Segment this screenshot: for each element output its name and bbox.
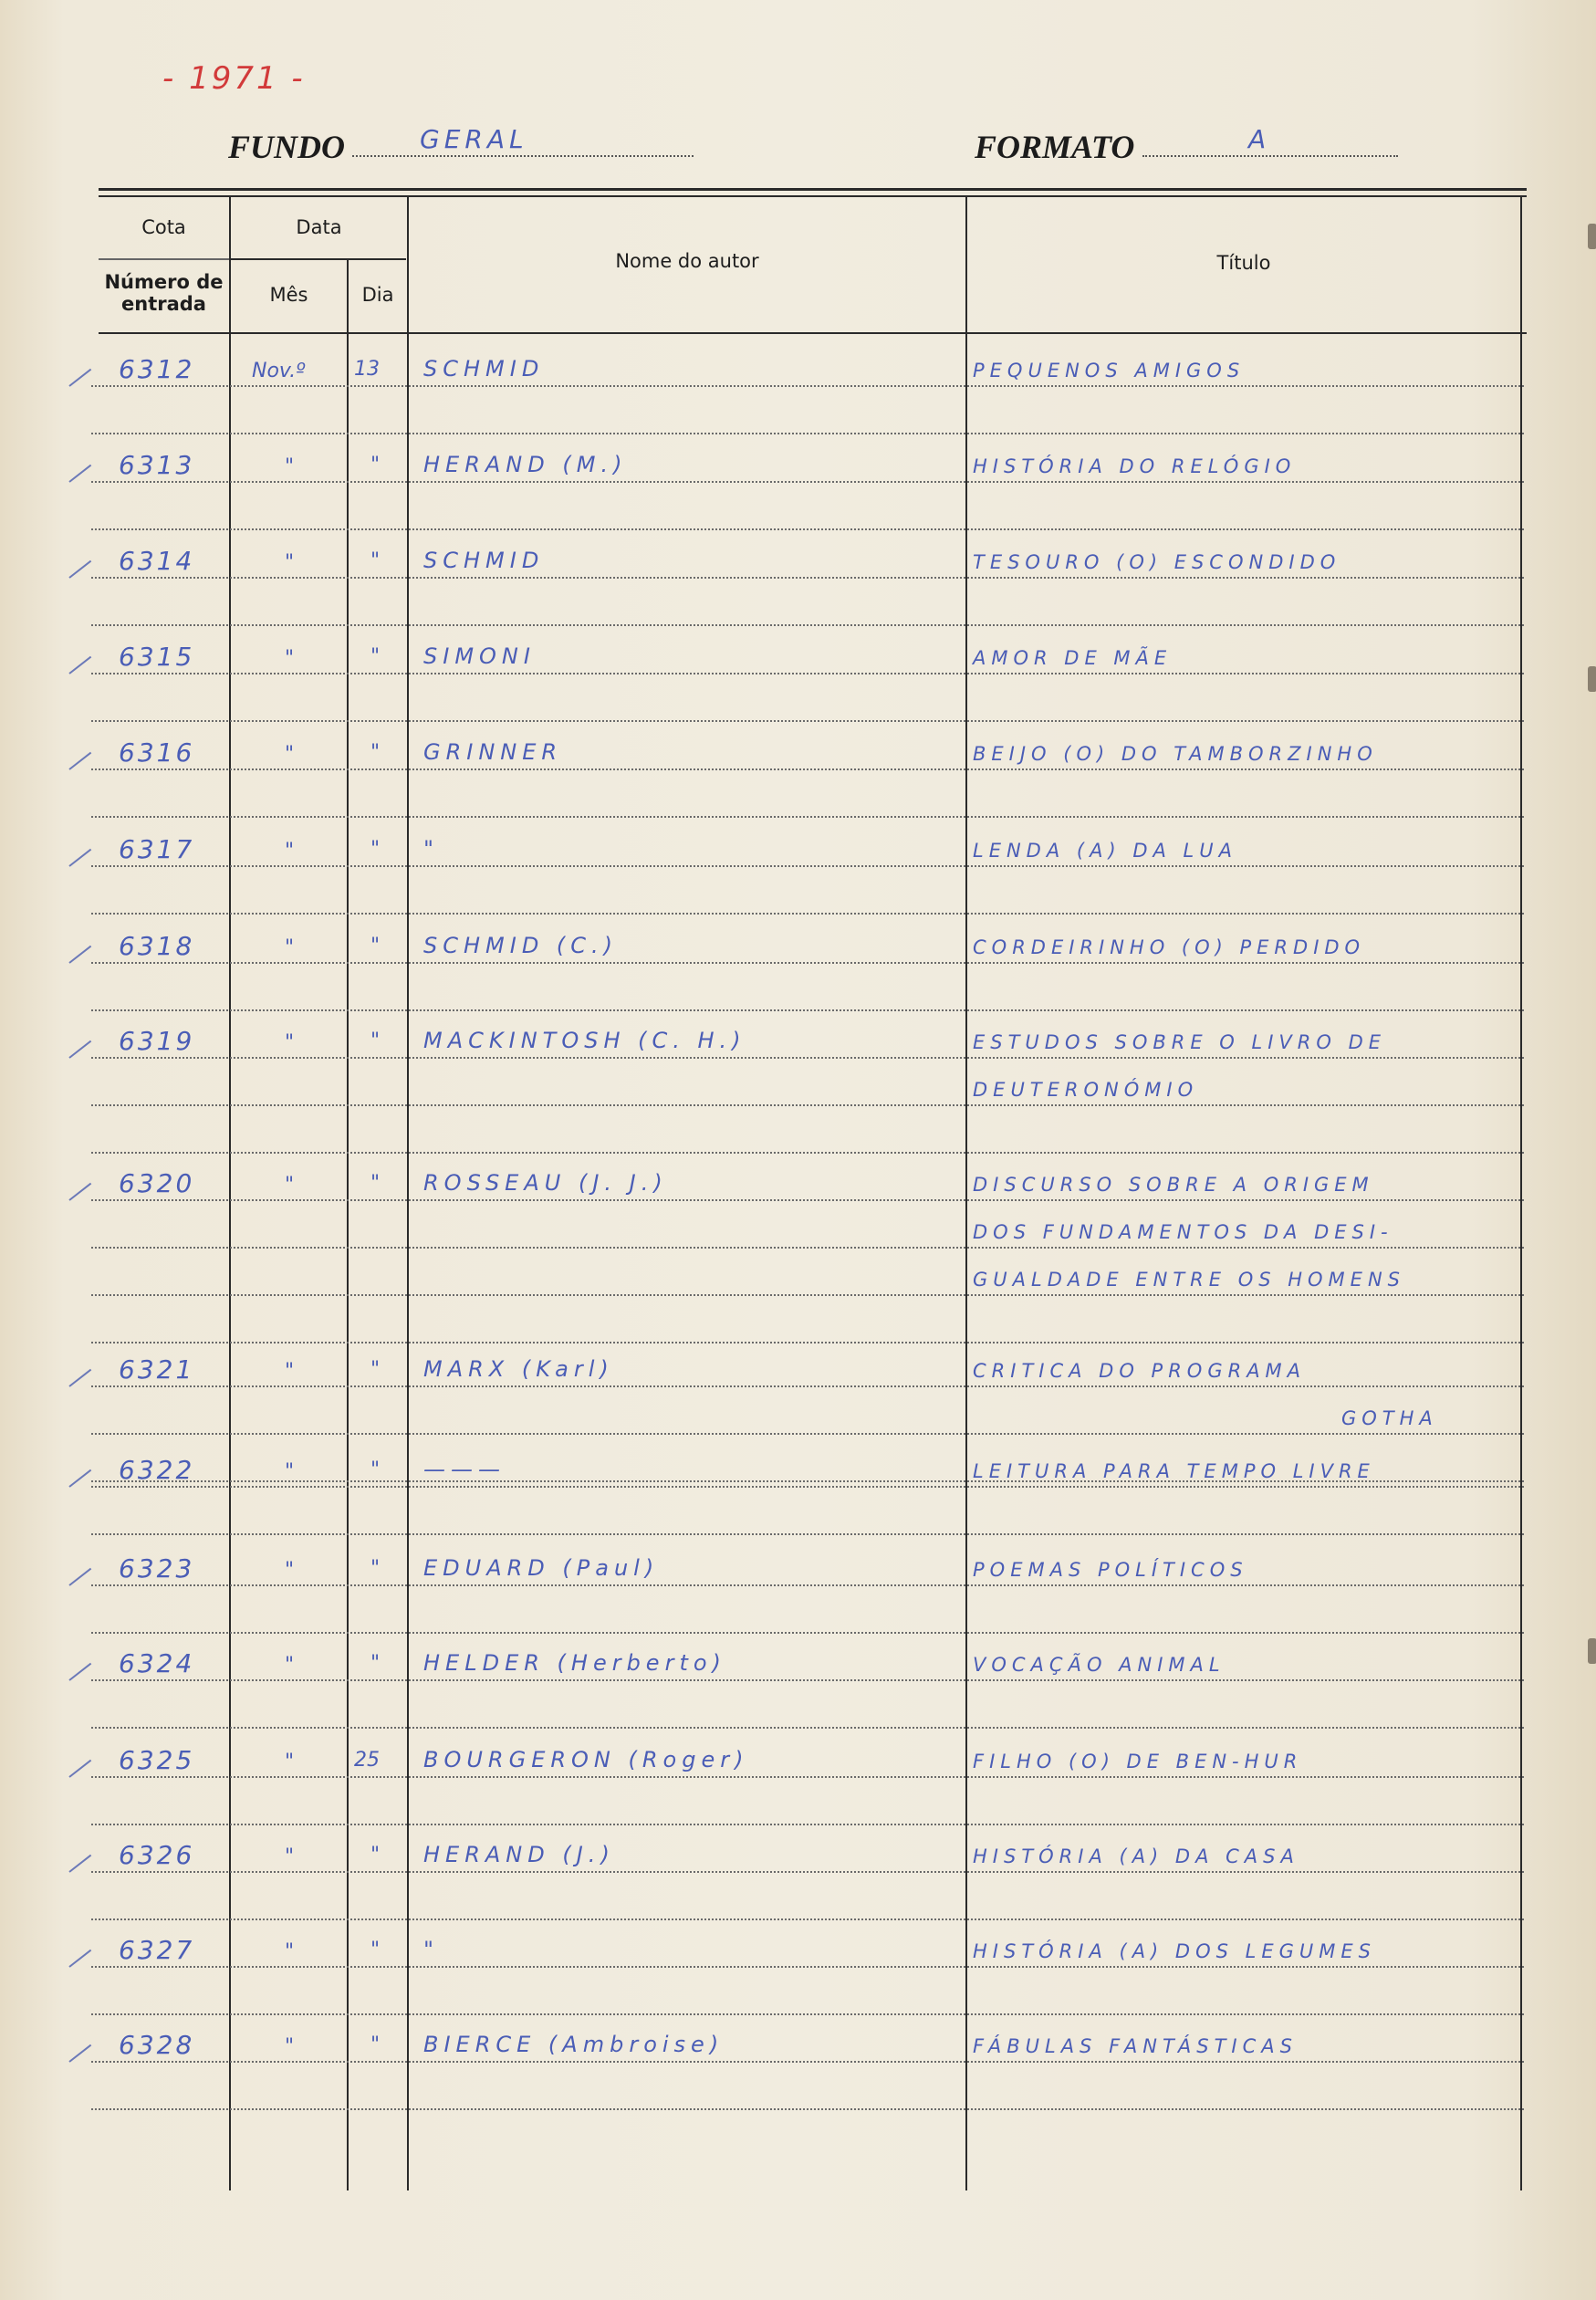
autor-cell: GRINNER xyxy=(423,739,563,765)
mes-cell: " xyxy=(285,647,295,670)
autor-cell: SIMONI xyxy=(423,643,536,669)
check-tick-mark xyxy=(68,1568,91,1586)
titulo-cell: AMOR DE MÃE xyxy=(973,647,1173,669)
row-dotted-line xyxy=(91,577,1524,579)
autor-cell: HERAND (M.) xyxy=(423,452,628,477)
col-divider xyxy=(347,260,349,2190)
mes-cell: " xyxy=(285,551,295,574)
titulo-cell: VOCAÇÃO ANIMAL xyxy=(973,1654,1226,1676)
cota-cell: 6319 xyxy=(119,1026,195,1056)
titulo-cell: FILHO (O) DE BEN-HUR xyxy=(973,1751,1303,1772)
check-tick-mark xyxy=(68,1855,91,1873)
dia-cell: " xyxy=(370,549,381,572)
row-dotted-line xyxy=(91,1679,1524,1681)
row-dotted-line xyxy=(91,768,1524,770)
formato-label: FORMATO xyxy=(975,129,1135,165)
fundo-value: GERAL xyxy=(420,124,528,154)
autor-cell: EDUARD (Paul) xyxy=(423,1555,660,1581)
check-tick-mark xyxy=(68,2044,91,2063)
autor-cell: " xyxy=(423,1937,440,1962)
dia-cell: " xyxy=(370,1652,381,1675)
row-dotted-line xyxy=(91,481,1524,483)
titulo-cell: GUALDADE ENTRE OS HOMENS xyxy=(973,1269,1405,1291)
cota-cell: 6324 xyxy=(119,1648,195,1678)
row-dotted-line xyxy=(91,865,1524,867)
row-dotted-line xyxy=(91,1294,1524,1296)
row-dotted-line xyxy=(91,1486,1524,1488)
mes-cell: " xyxy=(285,455,295,478)
titulo-cell: TESOURO (O) ESCONDIDO xyxy=(973,551,1341,573)
col-header-mes: Mês xyxy=(269,284,308,306)
titulo-cell: BEIJO (O) DO TAMBORZINHO xyxy=(973,743,1378,765)
check-tick-mark xyxy=(68,1663,91,1681)
check-tick-mark xyxy=(68,1760,91,1778)
cota-cell: 6321 xyxy=(119,1354,195,1385)
titulo-cell: HISTÓRIA (A) DOS LEGUMES xyxy=(973,1940,1376,1962)
cota-cell: 6317 xyxy=(119,834,195,864)
titulo-cell: HISTÓRIA (A) DA CASA xyxy=(973,1845,1299,1867)
row-dotted-line xyxy=(91,1918,1524,1920)
row-dotted-line xyxy=(91,1433,1524,1435)
cota-cell: 6327 xyxy=(119,1935,195,1965)
dia-cell: 13 xyxy=(354,358,380,381)
mes-cell: " xyxy=(285,1360,295,1383)
dia-cell: " xyxy=(370,1557,381,1580)
cota-cell: 6313 xyxy=(119,450,195,480)
row-dotted-line xyxy=(91,433,1524,434)
mes-cell: Nov.º xyxy=(252,360,306,382)
dia-cell: " xyxy=(370,935,381,957)
row-dotted-line xyxy=(91,2013,1524,2015)
titulo-cell: POEMAS POLÍTICOS xyxy=(973,1559,1248,1581)
table-top-rule-thin xyxy=(99,195,1527,197)
autor-cell: SCHMID xyxy=(423,548,545,573)
mes-cell: " xyxy=(285,1654,295,1677)
mes-cell: " xyxy=(285,1174,295,1197)
mes-cell: " xyxy=(285,1845,295,1868)
fundo-dotted-line xyxy=(352,155,694,157)
check-tick-mark xyxy=(68,849,91,867)
mes-cell: " xyxy=(285,2035,295,2058)
titulo-cell: LENDA (A) DA LUA xyxy=(973,840,1237,862)
row-dotted-line xyxy=(91,2108,1524,2110)
dia-cell: " xyxy=(370,454,381,476)
row-dotted-line xyxy=(91,1824,1524,1825)
fundo-label: FUNDO xyxy=(228,129,346,165)
col-divider xyxy=(229,197,231,2190)
autor-cell: ——— xyxy=(423,1457,506,1482)
col-divider xyxy=(407,197,409,2190)
col-header-titulo: Título xyxy=(1216,252,1271,274)
row-dotted-line xyxy=(91,528,1524,530)
col-header-numero-entrada: Número de entrada xyxy=(104,271,224,315)
autor-cell: MARX (Karl) xyxy=(423,1356,614,1382)
col-header-cota: Cota xyxy=(141,216,186,238)
titulo-cell: GOTHA xyxy=(1341,1407,1438,1429)
row-dotted-line xyxy=(91,1009,1524,1011)
check-tick-mark xyxy=(68,1040,91,1059)
data-sub-rule xyxy=(231,258,406,260)
cota-cell: 6314 xyxy=(119,546,195,576)
row-dotted-line xyxy=(91,913,1524,915)
titulo-cell: DOS FUNDAMENTOS DA DESI- xyxy=(973,1221,1393,1243)
row-dotted-line xyxy=(91,1247,1524,1249)
row-dotted-line xyxy=(91,720,1524,722)
col-header-dia: Dia xyxy=(361,284,394,306)
mes-cell: " xyxy=(285,1460,295,1483)
row-dotted-line xyxy=(91,1584,1524,1586)
col-divider xyxy=(965,197,967,2190)
mes-cell: " xyxy=(285,743,295,766)
check-tick-mark xyxy=(68,1369,91,1387)
cota-sub-rule xyxy=(99,258,229,260)
autor-cell: BIERCE (Ambroise) xyxy=(423,2032,725,2057)
titulo-cell: LEITURA PARA TEMPO LIVRE xyxy=(973,1460,1375,1482)
mes-cell: " xyxy=(285,1940,295,1963)
dia-cell: " xyxy=(370,1172,381,1195)
binding-hole xyxy=(1588,666,1596,692)
titulo-cell: DISCURSO SOBRE A ORIGEM xyxy=(973,1174,1374,1196)
cota-cell: 6325 xyxy=(119,1745,195,1775)
dia-cell: " xyxy=(370,2033,381,2056)
autor-cell: MACKINTOSH (C. H.) xyxy=(423,1028,746,1053)
row-dotted-line xyxy=(91,1966,1524,1968)
autor-cell: SCHMID (C.) xyxy=(423,933,619,958)
row-dotted-line xyxy=(91,1871,1524,1873)
mes-cell: " xyxy=(285,1031,295,1054)
dia-cell: " xyxy=(370,645,381,668)
cota-cell: 6318 xyxy=(119,931,195,961)
check-tick-mark xyxy=(68,369,91,387)
autor-cell: SCHMID xyxy=(423,356,545,382)
formato-dotted-line xyxy=(1142,155,1398,157)
autor-cell: HERAND (J.) xyxy=(423,1842,615,1867)
col-header-autor: Nome do autor xyxy=(615,250,759,272)
row-dotted-line xyxy=(91,1104,1524,1106)
check-tick-mark xyxy=(68,560,91,579)
dia-cell: " xyxy=(370,1030,381,1052)
dia-cell: " xyxy=(370,1844,381,1866)
titulo-cell: CRITICA DO PROGRAMA xyxy=(973,1360,1307,1382)
dia-cell: " xyxy=(370,741,381,764)
col-header-data: Data xyxy=(296,216,342,238)
cota-cell: 6315 xyxy=(119,642,195,672)
check-tick-mark xyxy=(68,1183,91,1201)
row-dotted-line xyxy=(91,1342,1524,1343)
row-dotted-line xyxy=(91,1776,1524,1778)
formato-value: A xyxy=(1248,124,1271,154)
binding-hole xyxy=(1588,224,1596,249)
header-bottom-rule xyxy=(99,332,1527,334)
row-dotted-line xyxy=(91,816,1524,818)
titulo-cell: PEQUENOS AMIGOS xyxy=(973,360,1246,382)
row-dotted-line xyxy=(91,1727,1524,1729)
table-top-rule xyxy=(99,188,1527,191)
autor-cell: BOURGERON (Roger) xyxy=(423,1747,749,1772)
row-dotted-line xyxy=(91,673,1524,674)
cota-cell: 6326 xyxy=(119,1840,195,1870)
mes-cell: " xyxy=(285,936,295,959)
autor-cell: " xyxy=(423,836,440,862)
dia-cell: " xyxy=(370,1939,381,1961)
cota-cell: 6323 xyxy=(119,1553,195,1584)
row-dotted-line xyxy=(91,624,1524,626)
cota-cell: 6312 xyxy=(119,354,195,384)
dia-cell: 25 xyxy=(354,1749,380,1772)
dia-cell: " xyxy=(370,1458,381,1481)
check-tick-mark xyxy=(68,1469,91,1488)
dia-cell: " xyxy=(370,838,381,861)
cota-cell: 6328 xyxy=(119,2030,195,2060)
row-dotted-line xyxy=(91,1152,1524,1154)
row-dotted-line xyxy=(91,1057,1524,1059)
titulo-cell: HISTÓRIA DO RELÓGIO xyxy=(973,455,1297,477)
check-tick-mark xyxy=(68,465,91,483)
row-dotted-line xyxy=(91,1632,1524,1634)
mes-cell: " xyxy=(285,1559,295,1582)
cota-cell: 6316 xyxy=(119,737,195,768)
check-tick-mark xyxy=(68,656,91,674)
titulo-cell: CORDEIRINHO (O) PERDIDO xyxy=(973,936,1366,958)
cota-cell: 6322 xyxy=(119,1455,195,1485)
titulo-cell: FÁBULAS FANTÁSTICAS xyxy=(973,2035,1298,2057)
row-dotted-line xyxy=(91,385,1524,387)
dia-cell: " xyxy=(370,1358,381,1381)
mes-cell: " xyxy=(285,1751,295,1773)
row-dotted-line xyxy=(91,2061,1524,2063)
row-dotted-line xyxy=(91,962,1524,964)
binding-hole xyxy=(1588,1638,1596,1664)
row-dotted-line xyxy=(91,1199,1524,1201)
cota-cell: 6320 xyxy=(119,1168,195,1198)
col-divider xyxy=(1520,197,1522,2190)
year-note: - 1971 - xyxy=(162,60,306,97)
titulo-cell: DEUTERONÓMIO xyxy=(973,1079,1199,1101)
row-dotted-line xyxy=(91,1385,1524,1387)
row-dotted-line xyxy=(91,1533,1524,1535)
check-tick-mark xyxy=(68,946,91,964)
check-tick-mark xyxy=(68,1950,91,1968)
check-tick-mark xyxy=(68,752,91,770)
autor-cell: HELDER (Herberto) xyxy=(423,1650,726,1676)
titulo-cell: ESTUDOS SOBRE O LIVRO DE xyxy=(973,1031,1387,1053)
autor-cell: ROSSEAU (J. J.) xyxy=(423,1170,668,1196)
mes-cell: " xyxy=(285,840,295,862)
